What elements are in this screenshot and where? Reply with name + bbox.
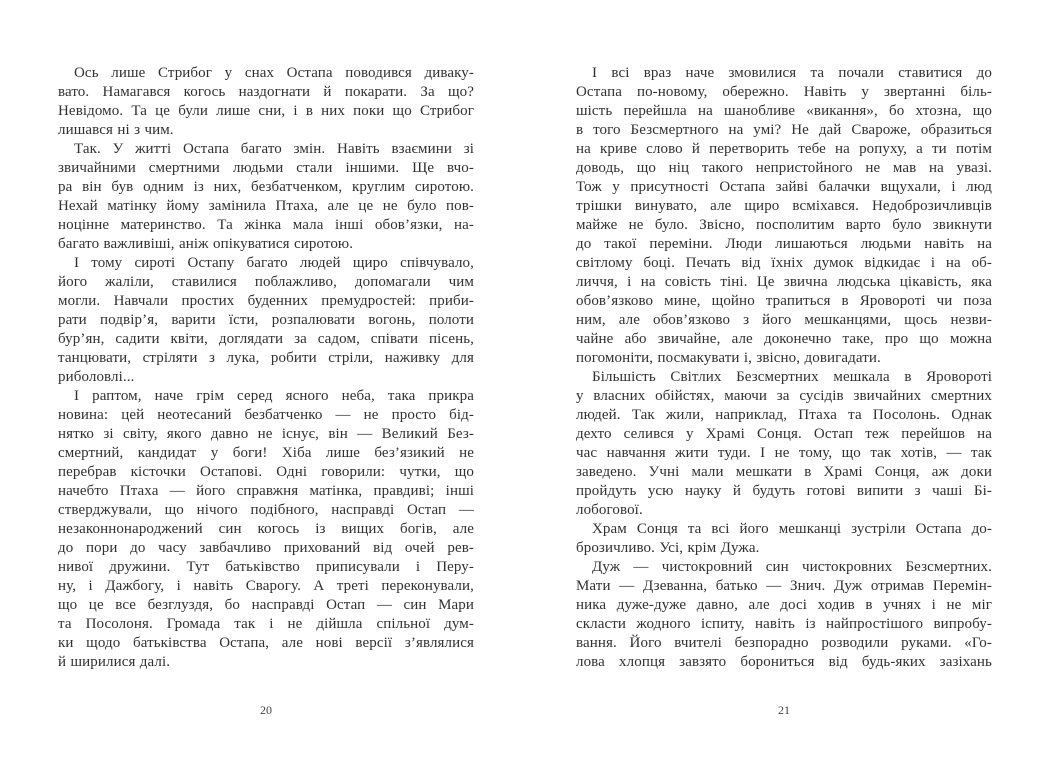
paragraph — [58, 140, 474, 254]
text-line: нятко зі світу, якого давно не існує, він — Великий Без- — [58, 426, 474, 442]
text-line: й ширилися далі. — [58, 654, 171, 670]
text-line: Невідомо. Та це були лише сни, і в них поки що Стрибог — [58, 103, 474, 119]
paragraph — [576, 64, 992, 368]
text-line: незаконнонароджений син когось із вищих богів, але — [58, 521, 474, 537]
text-line: І тому сироті Остапу багато людей щиро співчувало, — [74, 255, 474, 271]
paragraph — [58, 254, 474, 387]
paragraph — [576, 368, 992, 520]
text-line: скласти жодного іспиту, навіть із найпростішого випробу- — [576, 616, 992, 632]
text-line: вання. Його вчителі безпорадно розводили руками. «Го- — [576, 635, 992, 651]
text-line: дехто селився у Храмі Сонця. Остап теж перейшов на — [576, 426, 992, 442]
text-line: трішки винувато, але щиро всміхався. Недоброзичливців — [576, 198, 992, 214]
text-line: І раптом, наче грім серед ясного неба, така прикра — [74, 388, 474, 404]
paragraph — [58, 64, 474, 140]
text-line: ки щодо батьківства Остапа, але нові версії з’являлися — [58, 635, 474, 651]
text-line: танцювати, стріляти з лука, робити стріли, наживку для — [58, 350, 474, 366]
text-line: Так. У житті Остапа багато змін. Навіть взаємини зі — [74, 141, 474, 157]
text-line: людей. Так жили, наприклад, Птаха та Посолонь. Однак — [576, 407, 992, 423]
text-line: багато важливіші, аніж опікуватися сиротою. — [58, 236, 354, 252]
text-line: його жаліли, ставилися поблажливо, допомагали чим — [58, 274, 474, 290]
paragraph — [576, 558, 992, 672]
text-line: ним, але обов’язково з його мешканцями, щось незви- — [576, 312, 992, 328]
text-line: Ось лише Стрибог у снах Остапа поводився диваку- — [74, 65, 474, 81]
text-line: обов’язково мине, щойно трапиться в Яровороті чи поза — [576, 293, 992, 309]
text-line: в того Безсмертного на умі? Не дай Свароже, образиться — [576, 122, 992, 138]
text-line: лишався ні з чим. — [58, 122, 174, 138]
page-text-left — [58, 64, 474, 672]
text-line: ра він був одним із них, безбатченком, круглим сиротою. — [58, 179, 474, 195]
text-line: Більшість Світлих Безсмертних мешкала в Яровороті — [592, 369, 992, 385]
text-line: ну, і Дажбогу, і навіть Сварогу. А треті переконували, — [58, 578, 474, 594]
text-line: що це все безглуздя, бо насправді Остап — син Мари — [58, 597, 474, 613]
text-line: погомоніти, посмакувати і, звісно, довигадати. — [576, 350, 881, 366]
text-line: пройдуть усю науку й будуть готові випити з чаші Бі- — [576, 483, 992, 499]
page-number-right: 21 — [778, 703, 790, 717]
text-line: майже не було. Звісно, посполитим варто було звикнути — [576, 217, 992, 233]
text-line: до такої переміни. Люди лишаються людьми навіть на — [576, 236, 992, 252]
page-text-right — [576, 64, 992, 672]
text-line: звичайними смертними людьми стали іншими. Ще вчо- — [58, 160, 474, 176]
text-line: рати подвір’я, варити їсти, розпалювати вогонь, полоти — [58, 312, 474, 328]
text-line: вато. Намагався когось наздогнати й покарати. За що? — [58, 84, 474, 100]
text-line: Нехай матінку йому замінила Птаха, але це не було пов- — [58, 198, 474, 214]
text-line: стверджували, що нічого подібного, насправді Остап — — [58, 502, 474, 518]
text-line: брозичливо. Усі, крім Дужа. — [576, 540, 760, 556]
book-page-left — [58, 64, 474, 724]
text-line: риболовлі... — [58, 369, 135, 385]
text-line: лобогової. — [576, 502, 643, 518]
text-line: чайне або звичайне, але доконечно таке, про що можна — [576, 331, 992, 347]
text-line: та Посолоня. Громада так і не дійшла спільної дум- — [58, 616, 474, 632]
text-line: смертний, кандидат у боги! Хіба лише без’язикий не — [58, 445, 474, 461]
text-line: новина: цей неотесаний безбатченко — не просто бід- — [58, 407, 474, 423]
text-line: Мати — Дзеванна, батько — Знич. Дуж отримав Перемін- — [576, 578, 992, 594]
text-line: Тож у присутності Остапа зайві балачки вщухали, і люд — [576, 179, 992, 195]
text-line: могли. Навчали простих буденних премудростей: приби- — [58, 293, 474, 309]
book-page-right — [576, 64, 992, 724]
text-line: доводь, що ніц такого непристойного не мав на увазі. — [576, 160, 992, 176]
text-line: час навчання жити туди. І не тому, що так хотів, — так — [576, 445, 992, 461]
page-number-left: 20 — [260, 703, 272, 717]
text-line: шість перейшла на шанобливе «викання», бо хтозна, що — [576, 103, 992, 119]
text-line: на криве слово й перетворить тебе на ропуху, а ти потім — [576, 141, 992, 157]
text-line: Храм Сонця та всі його мешканці зустріли Остапа до- — [592, 521, 992, 537]
text-line: личчя, і на совість тіні. Це звична людська цікавість, яка — [576, 274, 992, 290]
text-line: ноцінне материнство. Та жінка мала інші обов’язки, на- — [58, 217, 474, 233]
text-line: Дуж — чистокровний син чистокровних Безсмертних. — [592, 559, 992, 575]
text-line: начебто Птаха — його справжня матінка, правдиві; інші — [58, 483, 474, 499]
text-line: ника дуже-дуже давно, але досі ходив в учнях і не міг — [576, 597, 992, 613]
text-line: нивої дружини. Тут батьківство приписували і Перу- — [58, 559, 474, 575]
text-line: бур’ян, садити квіти, доглядати за садом, співати пісень, — [58, 331, 474, 347]
text-line: І всі враз наче змовилися та почали ставитися до — [592, 65, 992, 81]
text-line: у власних обійстях, маючи за сусідів звичайних смертних — [576, 388, 992, 404]
text-line: Остапа по-новому, обережно. Навіть у звертанні біль- — [576, 84, 992, 100]
text-line: до пори до часу завбачливо прихований від очей рев- — [58, 540, 474, 556]
text-line: лова хлопця завзято борониться від будь-яких зазіхань — [576, 654, 992, 670]
text-line: перебрав кісточки Остапові. Одні говорили: чутки, що — [58, 464, 474, 480]
text-line: заведено. Учні мали мешкати в Храмі Сонця, аж доки — [576, 464, 992, 480]
paragraph — [58, 387, 474, 672]
text-line: світлому боці. Печать від їхніх думок відкидає і на об- — [576, 255, 992, 271]
paragraph — [576, 520, 992, 558]
